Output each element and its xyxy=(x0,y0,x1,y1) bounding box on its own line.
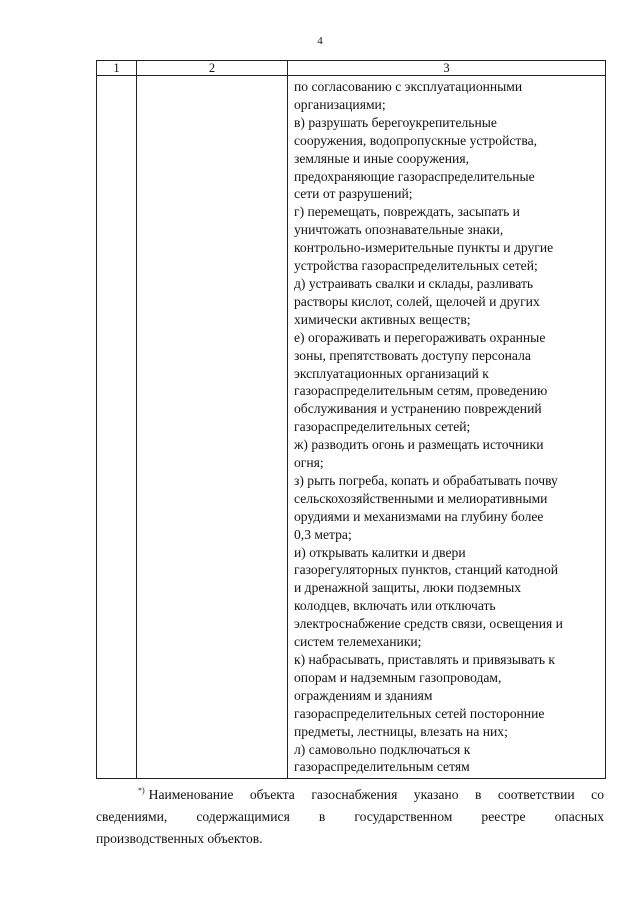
table-header-row xyxy=(97,61,606,76)
column-header-2: 2 xyxy=(137,61,288,76)
provision-line: газораспределительных сетей; xyxy=(294,419,471,435)
provision-line: к) набрасывать, приставлять и привязывать к xyxy=(294,652,556,667)
provision-line: огня; xyxy=(294,455,324,471)
provision-line: химически активных веществ; xyxy=(294,311,471,327)
provision-line: земляные и иные сооружения, xyxy=(294,150,469,166)
provision-line: е) огораживать и перегораживать охранные xyxy=(294,329,546,345)
provision-line: зоны, препятствовать доступу персонала xyxy=(294,347,531,363)
provision-line: з) рыть погреба, копать и обрабатывать почву xyxy=(294,472,558,488)
provision-line: организациями; xyxy=(294,96,386,112)
provision-line: газораспределительных сетей посторонние xyxy=(294,705,545,721)
provision-line: г) перемещать, повреждать, засыпать и xyxy=(294,204,520,220)
footnote xyxy=(96,780,604,850)
table-body-row xyxy=(97,76,606,779)
column-header-1: 1 xyxy=(97,61,137,76)
provision-line: по согласованию с эксплуатационными xyxy=(294,79,523,94)
provision-line: опорам и надземным газопроводам, xyxy=(294,669,502,685)
provision-line: колодцев, включать или отключать xyxy=(294,598,496,614)
provision-line: и) открывать калитки и двери xyxy=(294,544,466,560)
provision-line: растворы кислот, солей, щелочей и других xyxy=(294,293,540,309)
provision-line: орудиями и механизмами на глубину более xyxy=(294,508,544,524)
column-2-cell xyxy=(137,76,288,779)
provision-line: д) устраивать свалки и склады, разливать xyxy=(294,275,534,291)
provision-line: ограждениям и зданиям xyxy=(294,687,433,703)
column-1-cell xyxy=(97,76,137,779)
provision-line: сети от разрушений; xyxy=(294,186,413,202)
provision-line: уничтожать опознавательные знаки, xyxy=(294,222,504,238)
provision-line: обслуживания и устранению повреждений xyxy=(294,401,542,417)
provision-line: сельскохозяйственными и мелиоративными xyxy=(294,490,548,506)
footnote-line: сведениями, содержащимися в государственном реестре опасных xyxy=(96,809,604,824)
document-table xyxy=(96,60,606,779)
provision-line: предохраняющие газораспределительные xyxy=(294,168,535,184)
footnote-marker: *) xyxy=(138,786,145,795)
provision-line: 0,3 метра; xyxy=(294,526,352,542)
provision-line: сооружения, водопропускные устройства, xyxy=(294,132,538,148)
column-header-3: 3 xyxy=(288,61,606,76)
provision-line: и дренажной защиты, люки подземных xyxy=(294,580,522,596)
footnote-line: производственных объектов. xyxy=(96,831,263,846)
provision-line: систем телемеханики; xyxy=(294,634,422,650)
page-number: 4 xyxy=(317,35,323,47)
provision-line: предметы, лестницы, влезать на них; xyxy=(294,723,508,739)
provision-line: ж) разводить огонь и размещать источники xyxy=(294,437,544,453)
prohibited-actions-list xyxy=(294,78,605,776)
provision-line: электроснабжение средств связи, освещения и xyxy=(294,616,563,632)
footnote-line: *) Наименование объекта газоснабжения указано в соответствии со xyxy=(138,786,604,802)
provision-line: газораспределительным сетям xyxy=(294,759,470,775)
provision-line: л) самовольно подключаться к xyxy=(294,741,471,757)
provision-line: газораспределительным сетям, проведению xyxy=(294,383,548,399)
provision-line: контрольно-измерительные пункты и другие xyxy=(294,240,554,256)
column-3-cell xyxy=(288,76,606,779)
provision-line: устройства газораспределительных сетей; xyxy=(294,258,538,274)
provision-line: в) разрушать берегоукрепительные xyxy=(294,114,497,130)
provision-line: эксплуатационных организаций к xyxy=(294,365,489,381)
provision-line: газорегуляторных пунктов, станций катодной xyxy=(294,562,559,578)
